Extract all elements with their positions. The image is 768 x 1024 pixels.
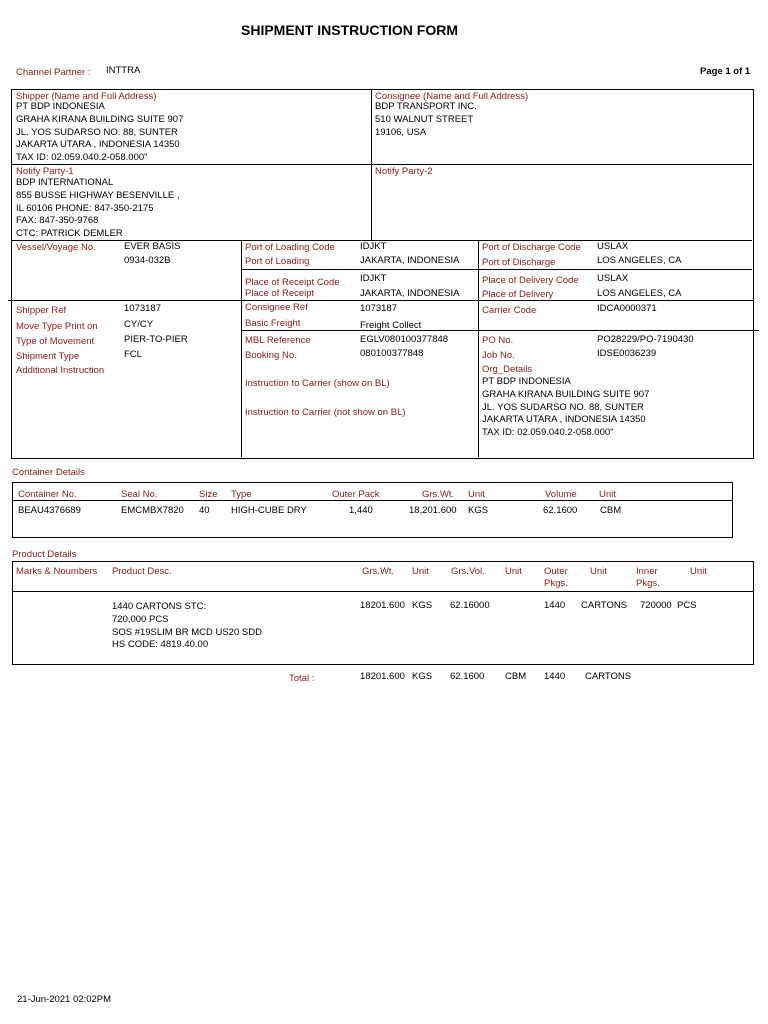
consignee-address: BDP TRANSPORT INC. 510 WALNUT STREET 19106, USA (375, 101, 477, 138)
shipper-ref-value: 1073187 (124, 303, 161, 314)
product-header-outer: Outer (544, 566, 568, 577)
product-header-unit2: Unit (505, 566, 522, 577)
move-type-value: CY/CY (124, 319, 154, 330)
job-label: Job No. (482, 350, 515, 361)
mbl-label: MBL Reference (245, 335, 311, 346)
vessel-name: EVER BASIS (124, 241, 181, 252)
move-type-label: Move Type Print on (16, 321, 98, 332)
container-vunit: CBM (600, 505, 622, 516)
shipper-address: PT BDP INDONESIA GRAHA KIRANA BUILDING SUITE 907 JL. YOS SUDARSO NO. 88, SUNTER JAKARTA UTARA , INDONESIA 14350 TAX ID: 02.059.040.2-058.000" (16, 101, 184, 164)
container-header-seal: Seal No. (121, 489, 158, 500)
container-header-size: Size (199, 489, 218, 500)
pol-code: IDJKT (360, 241, 387, 252)
notify-party-1-address: BDP INTERNATIONAL 855 BUSSE HIGHWAY BESENVILLE , IL 60106 PHONE: 847-350-2175 FAX: 847-350-9768 CTC: PATRICK DEMLER (16, 177, 180, 240)
product-header-grswt: Grs.Wt. (362, 566, 395, 577)
product-inner: 720000 (640, 600, 672, 611)
container-grswt: 18,201.600 (409, 505, 457, 516)
pod-code-label: Port of Discharge Code (482, 242, 581, 253)
carrier-code-value: IDCA0000371 (597, 303, 657, 314)
product-description: 1440 CARTONS STC: 720,000 PCS SOS #19SLIM BR MCD US20 SDD HS CODE: 4819.40.00 (112, 601, 262, 651)
form-title: SHIPMENT INSTRUCTION FORM (241, 22, 458, 38)
pod-value: LOS ANGELES, CA (597, 255, 682, 266)
basic-freight-value: Freight Collect (360, 320, 422, 331)
instruction-noshow-label: Instruction to Carrier (not show on BL) (245, 407, 406, 418)
shipment-type-value: FCL (124, 349, 142, 360)
movement-label: Type of Movement (16, 336, 95, 347)
channel-partner-label: Channel Partner : (16, 67, 91, 78)
shipper-ref-label: Shipper Ref (16, 305, 67, 316)
po-value: PO28229/PO-7190430 (597, 334, 694, 345)
footer-timestamp: 21-Jun-2021 02:02PM (17, 994, 112, 1005)
pod-label: Port of Discharge (482, 257, 556, 268)
product-header-outer-pkgs: Pkgs. (544, 578, 568, 589)
total-label: Total : (289, 673, 315, 684)
po-label: PO No. (482, 335, 514, 346)
container-volume: 62.1600 (543, 505, 578, 516)
movement-value: PIER-TO-PIER (124, 334, 188, 345)
job-value: IDSE0036239 (597, 348, 657, 359)
total-grswt: 18201.600 (360, 671, 405, 682)
container-header-vunit: Unit (599, 489, 616, 500)
pol-label: Port of Loading (245, 256, 310, 267)
total-outer: 1440 (544, 671, 566, 682)
container-header-unit: Unit (468, 489, 485, 500)
shipper-label: Shipper (Name and Full Address) (16, 91, 157, 102)
voyage-number: 0934-032B (124, 255, 171, 266)
product-outer: 1440 (544, 600, 566, 611)
additional-instruction-label: Additional Instruction (16, 365, 105, 376)
org-details-address: PT BDP INDONESIA GRAHA KIRANA BUILDING SUITE 907 JL. YOS SUDARSO NO. 88, SUNTER JAKARTA UTARA , INDONESIA 14350 TAX ID: 02.059.040.2-058.000" (482, 376, 650, 439)
product-details-label: Product Details (12, 549, 77, 560)
container-header-grswt: Grs.Wt. (422, 489, 455, 500)
product-unit4: PCS (677, 600, 697, 611)
product-header-unit4: Unit (690, 566, 707, 577)
receipt-label: Place of Receipt (245, 288, 315, 299)
container-header-outer: Outer Pack (332, 489, 380, 500)
pod-code: USLAX (597, 241, 629, 252)
delivery-code: USLAX (597, 273, 629, 284)
container-type: HIGH-CUBE DRY (231, 505, 307, 516)
total-grsvol: 62.1600 (450, 671, 485, 682)
booking-label: Booking No. (245, 350, 297, 361)
mbl-value: EGLV080100377848 (360, 334, 449, 345)
product-unit1: KGS (412, 600, 433, 611)
channel-partner-value: INTTRA (106, 65, 141, 76)
receipt-code-label: Place of Receipt Code (245, 277, 340, 288)
basic-freight-label: Basic Freight (245, 318, 301, 329)
product-header-marks: Marks & Noumbers (16, 566, 98, 577)
product-grsvol: 62.16000 (450, 600, 490, 611)
container-no: BEAU4376689 (18, 505, 81, 516)
pol-value: JAKARTA, INDONESIA (360, 255, 460, 266)
container-header-no: Container No. (18, 489, 77, 500)
notify-party-2-label: Notify Party-2 (375, 166, 433, 177)
product-unit3: CARTONS (581, 600, 628, 611)
receipt-code: IDJKT (360, 273, 387, 284)
notify-party-1-label: Notify Party-1 (16, 166, 74, 177)
total-unit1: KGS (412, 671, 433, 682)
booking-value: 080100377848 (360, 348, 424, 359)
consignee-label: Consignee (Name and Full Address) (375, 91, 529, 102)
product-header-inner: Inner (636, 566, 658, 577)
product-grswt: 18201.600 (360, 600, 405, 611)
instruction-show-label: Instruction to Carrier (show on BL) (245, 378, 390, 389)
container-size: 40 (199, 505, 210, 516)
delivery-code-label: Place of Delivery Code (482, 275, 579, 286)
receipt-value: JAKARTA, INDONESIA (360, 288, 460, 299)
carrier-code-label: Carrier Code (482, 305, 537, 316)
consignee-ref-label: Consignee Ref (245, 302, 308, 313)
container-outer-pack: 1,440 (349, 505, 373, 516)
total-unit2: CBM (505, 671, 527, 682)
total-unit3: CARTONS (585, 671, 632, 682)
container-header-type: Type (231, 489, 252, 500)
consignee-ref-value: 1073187 (360, 303, 397, 314)
page-number: Page 1 of 1 (700, 66, 751, 77)
shipment-type-label: Shipment Type (16, 351, 80, 362)
container-header-volume: Volume (545, 489, 577, 500)
product-header-desc: Product Desc. (112, 566, 172, 577)
product-header-grsvol: Grs.Vol. (451, 566, 485, 577)
container-unit: KGS (468, 505, 489, 516)
product-header-unit1: Unit (412, 566, 429, 577)
delivery-value: LOS ANGELES, CA (597, 288, 682, 299)
pol-code-label: Port of Loading Code (245, 242, 335, 253)
container-seal: EMCMBX7820 (121, 505, 184, 516)
org-details-label: Org_Details (482, 364, 533, 375)
container-details-label: Container Details (12, 467, 85, 478)
delivery-label: Place of Delivery (482, 289, 554, 300)
product-header-inner-pkgs: Pkgs. (636, 578, 660, 589)
product-header-unit3: Unit (590, 566, 607, 577)
vessel-label: Vessel/Voyage No. (16, 242, 96, 253)
